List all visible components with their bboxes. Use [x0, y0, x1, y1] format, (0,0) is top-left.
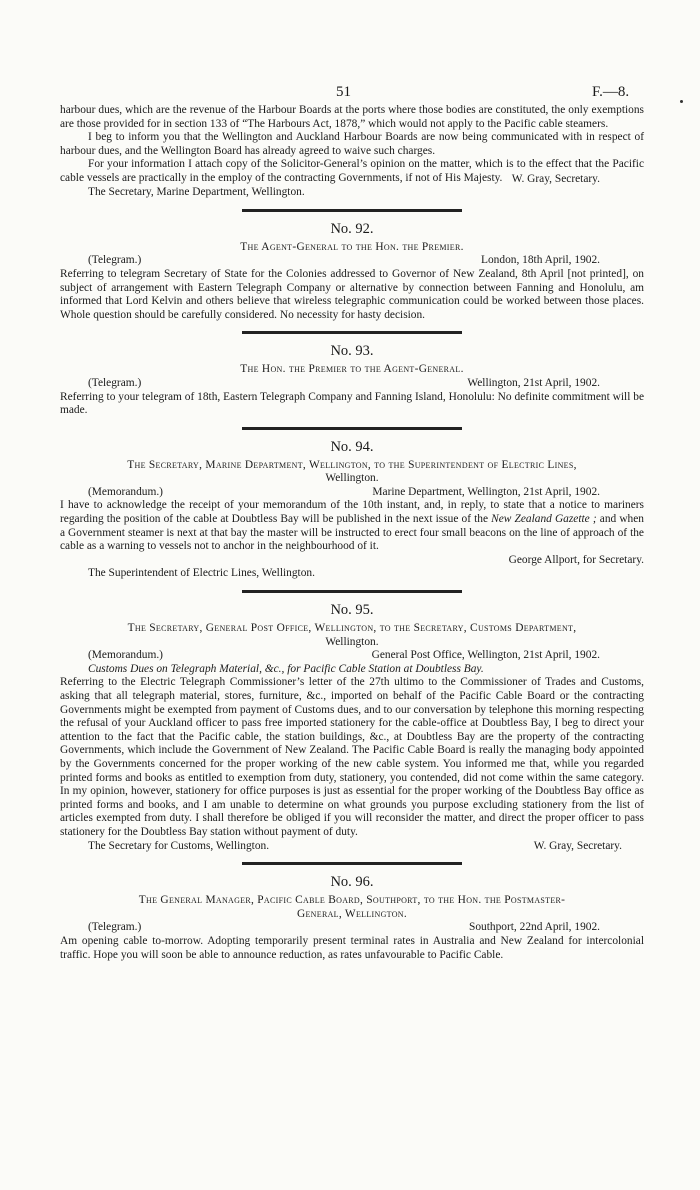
doc-addressee: The Secretary for Customs, Wellington. [88, 839, 270, 852]
doc-signature: George Allport, for Secretary. [508, 553, 644, 566]
intro-paragraph-3: For your information I attach copy of the Solicitor-General’s opinion on the matter, which is to the effect that the Pacific cable vessels are practically in the employ of the contracting Governments, if not of His Majesty. [60, 158, 644, 184]
doc-meta [60, 377, 644, 391]
section-divider [242, 862, 462, 865]
doc-meta [60, 486, 644, 500]
section-divider [242, 590, 462, 593]
doc-body: Referring to the Electric Telegraph Commissioner’s letter of the 27th ultimo to the Commissioner of Trades and Customs, asking that all telegraph material, stores, furniture, &c., imported on behalf of the Pacific Cable Board or the contracting Governments might be exempted from payment of Customs dues, and to our conversation by telephone this morning respecting the refusal of your Auckland officer to pass free imported stationery for the cable-office at Doubtless Bay, I beg to direct your attention to the fact that the Pacific cable, the station buildings, &c., at Doubtless Bay are the property of the contracting Governments, which include the Government of New Zealand. The Pacific Cable Board is really the managing body appointed by the Governments concerned for the proper working of the new cable system. You informed me that, while you regarded printed forms and books as entitled to exemption from duty, stationery, you contended, did not come within the same category. In my opinion, however, stationery for office purposes is just as essential for the proper working of the Doubtless Bay office as printed forms and books, and I am unable to determine on what grounds you purpose excluding stationery from the list of articles exempted from duty. I shall therefore be obliged if you will reconsider the matter, and direct the proper officer to pass stationery for the Doubtless Bay station without payment of duty. [60, 676, 644, 838]
doc-place-date: General Post Office, Wellington, 21st April, 1902. [371, 649, 600, 662]
doc-number: No. 96. [330, 874, 374, 891]
intro-paragraph-2: I beg to inform you that the Wellington and Auckland Harbour Boards are now being communicated with in respect of harbour dues, and the Wellington Board has already agreed to waive such charges. [60, 131, 644, 157]
page-number: 51 [336, 84, 351, 100]
doc-caption-line-2: General, Wellington. [296, 907, 408, 920]
doc-place-date: Wellington, 21st April, 1902. [467, 376, 600, 389]
doc-type: (Memorandum.) [88, 485, 163, 498]
section-divider [242, 331, 462, 334]
doc-body: Am opening cable to-morrow. Adopting temporarily present terminal rates in Australia and New Zealand for intercolonial traffic. Hope you will soon be able to announce reduction, as rates unfavourable to Pacific Cable. [60, 934, 644, 961]
doc-body: Referring to your telegram of 18th, Eastern Telegraph Company and Fanning Island, Honolulu: No definite commitment will be made. [60, 390, 644, 417]
doc-meta [60, 921, 644, 935]
doc-number: No. 92. [330, 220, 374, 237]
doc-caption: The Agent-General to the Hon. the Premier. [240, 240, 464, 253]
doc-body [60, 499, 644, 553]
doc-number: No. 93. [330, 343, 374, 360]
doc-type: (Telegram.) [88, 376, 142, 389]
doc-place-date: Southport, 22nd April, 1902. [469, 921, 600, 934]
doc-caption-line-1: The Secretary, General Post Office, Wellington, to the Secretary, Customs Department, [127, 622, 577, 635]
doc-body-text: I have to acknowledge the receipt of your memorandum of the 10th instant, and, in reply, to state that a notice to mariners regarding the position of the cable at Doubtless Bay will be published in the next issue of the [60, 499, 644, 526]
doc-caption-line-1: The General Manager, Pacific Cable Board, Southport, to the Hon. the Postmaster- [138, 894, 566, 907]
doc-place-date: Marine Department, Wellington, 21st April, 1902. [372, 485, 600, 498]
doc-addressee: The Superintendent of Electric Lines, Wellington. [88, 567, 315, 580]
doc-caption: The Hon. the Premier to the Agent-General. [240, 363, 464, 376]
doc-number: No. 94. [330, 438, 374, 455]
doc-number: No. 95. [330, 602, 374, 619]
doc-body: Referring to telegram Secretary of State for the Colonies addressed to Governor of New Zealand, 8th April [not printed], on subject of arrangement with Eastern Telegraph Company or alternative by connection between Fanning and Honolulu, am informed that Lord Kelvin and others believe that wireless telegraphic communication could be worked between those places. Whole question should be carefully considered. No necessity for hasty decision. [60, 267, 644, 321]
doc-subject: Customs Dues on Telegraph Material, &c., for Pacific Cable Station at Doubtless Bay. [88, 662, 484, 675]
doc-type: (Memorandum.) [88, 649, 163, 662]
doc-signature: W. Gray, Secretary. [533, 839, 622, 852]
document-body [60, 104, 644, 962]
doc-caption-line-2: Wellington. [325, 472, 379, 485]
doc-meta [60, 649, 644, 663]
doc-closing [60, 840, 644, 854]
doc-body-text: and when a Government steamer is next at that bay the master will be instructed to erect four small beacons on the line of approach of the cable as a warning to vessels not to anchor in the neighbourhood of it. [60, 513, 644, 553]
intro-signature: W. Gray, Secretary. [511, 172, 600, 185]
margin-dot [680, 100, 683, 103]
doc-place-date: London, 18th April, 1902. [481, 254, 600, 267]
intro-paragraph-1: harbour dues, which are the revenue of the Harbour Boards at the ports where those bodies are constituted, the only exemptions are those provided for in section 133 of “The Harbours Act, 1878,” which would not apply to the Pacific cable steamers. [60, 104, 644, 130]
doc-caption-line-2: Wellington. [325, 635, 379, 648]
gazette-title: New Zealand Gazette ; [491, 513, 597, 526]
doc-caption-line-1: The Secretary, Marine Department, Wellington, to the Superintendent of Electric Lines, [127, 458, 577, 471]
doc-meta [60, 254, 644, 268]
section-divider [242, 209, 462, 212]
intro-addressee: The Secretary, Marine Department, Wellington. [88, 186, 305, 199]
section-divider [242, 427, 462, 430]
doc-type: (Telegram.) [88, 254, 142, 267]
report-reference: F.—8. [592, 84, 630, 100]
doc-type: (Telegram.) [88, 921, 142, 934]
